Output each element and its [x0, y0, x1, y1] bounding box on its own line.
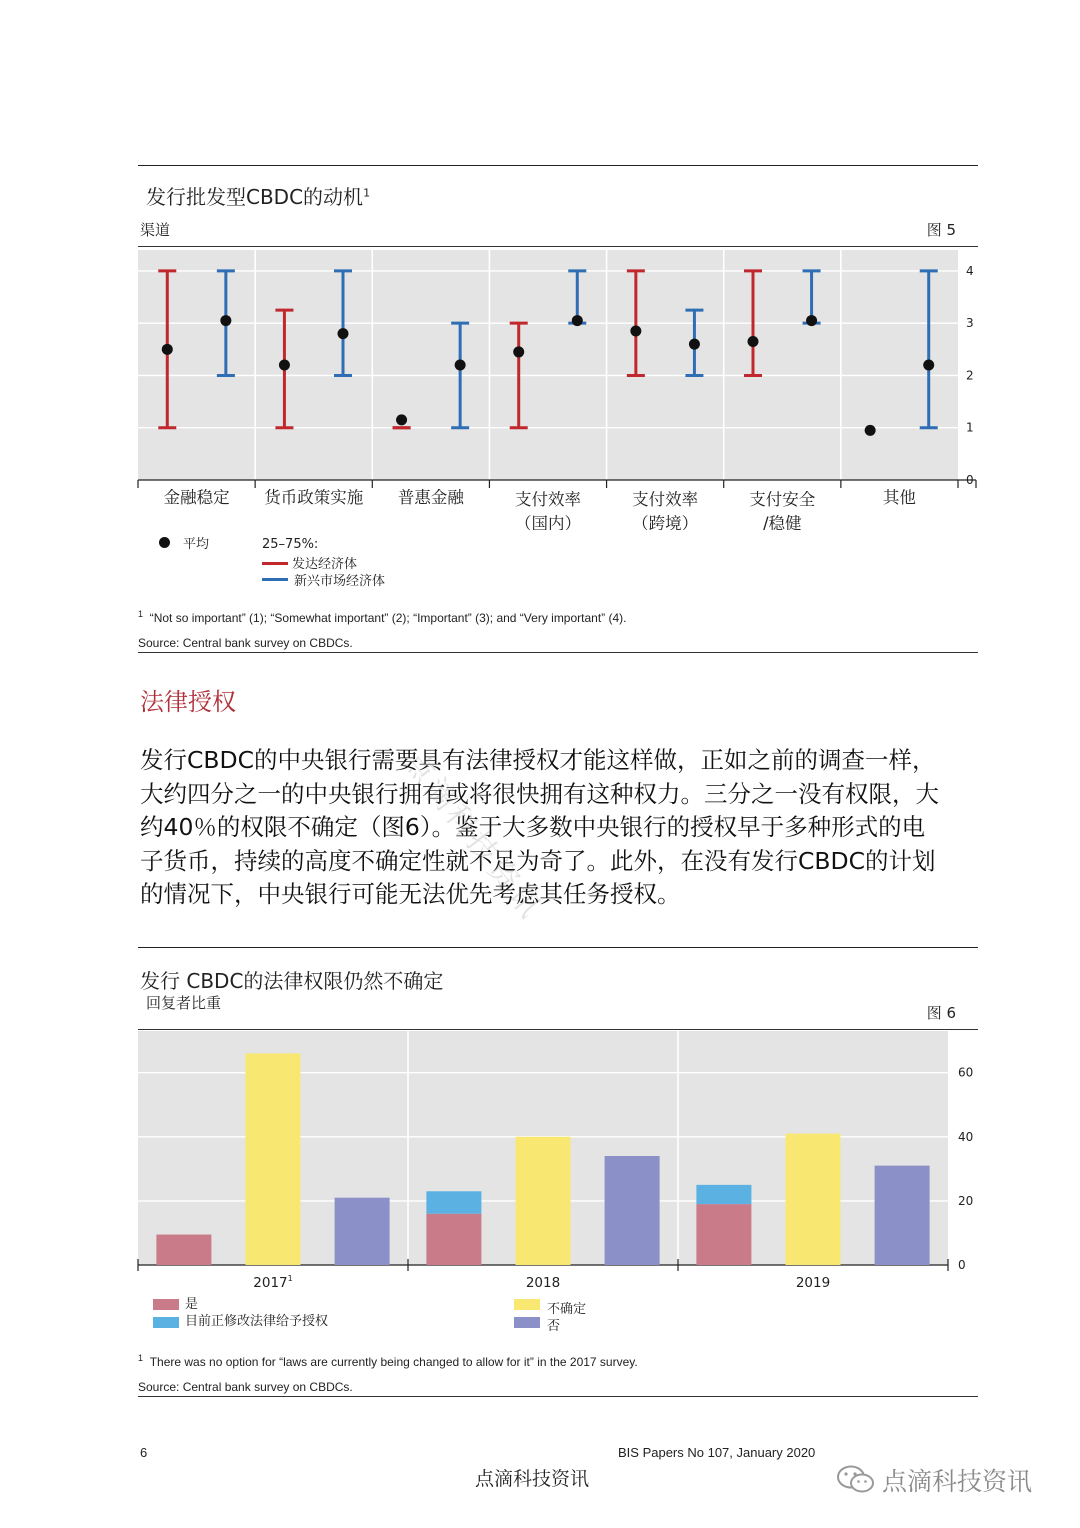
mean-point — [806, 315, 817, 326]
paragraph-line: 的情况下，中央银行可能无法优先考虑其任务授权。 — [140, 880, 681, 908]
paragraph-line: 发行CBDC的中央银行需要具有法律授权才能这样做，正如之前的调查一样， — [140, 746, 936, 774]
figure6-top-rule — [138, 947, 978, 948]
y-tick-label: 0 — [958, 1258, 966, 1272]
mean-point — [455, 360, 466, 371]
bar — [335, 1198, 390, 1265]
bar — [516, 1137, 571, 1265]
y-tick-label: 1 — [966, 420, 974, 435]
x-tick-label: 普惠金融 — [397, 488, 464, 507]
figure6-chart — [0, 1015, 1080, 1295]
figure6-subtitle: 回复者比重 — [146, 994, 222, 1012]
x-tick-label: 2019 — [795, 1275, 831, 1291]
legend-yes-label: 是 — [185, 1297, 199, 1312]
figure5-footnote-marker: 1 — [138, 609, 144, 619]
legend-unsure-swatch — [514, 1299, 540, 1310]
bar-segment — [426, 1191, 481, 1213]
legend-advanced-label: 发达经济体 — [292, 557, 358, 572]
paragraph-line: 大约四分之一的中央银行拥有或将很快拥有这种权力。三分之一没有权限，大 — [140, 779, 939, 808]
figure6-footnote: $^1$ There was no option for “laws are currently being changed to allow for it” in the 2017 survey. — [138, 1353, 638, 1369]
y-tick-label: 2 — [966, 368, 974, 383]
bar — [786, 1134, 841, 1265]
mean-point — [279, 360, 290, 371]
y-tick-label: 4 — [966, 263, 974, 278]
legend-no-label: 否 — [547, 1319, 561, 1334]
wechat-label: 点滴科技资讯 — [882, 1467, 1033, 1496]
x-tick-label: 其他 — [882, 488, 916, 507]
figure6-source: Source: Central bank survey on CBDCs. — [138, 1380, 353, 1394]
x-tick-label: 2018 — [525, 1275, 561, 1291]
figure6-label: 图 6 — [926, 1004, 956, 1022]
figure5-title: 发行批发型CBDC的动机$^1$ — [146, 185, 371, 209]
legend-average-label: 平均 — [183, 537, 210, 552]
figure5-subtitle: 渠道 — [140, 221, 171, 239]
legend-emerging-line — [262, 578, 288, 581]
x-tick-label: 支付效率 — [632, 490, 699, 509]
page-number: 6 — [140, 1445, 148, 1460]
y-tick-label: 60 — [958, 1065, 974, 1080]
x-tick-label: 支付安全 — [749, 490, 816, 509]
figure6-bottom-rule — [138, 1396, 978, 1397]
bar — [875, 1166, 930, 1265]
publication-info: BIS Papers No 107, January 2020 — [618, 1445, 816, 1460]
paragraph-line: 子货币，持续的高度不确定性就不足为奇了。此外，在没有发行CBDC的计划 — [140, 846, 936, 875]
figure5-label: 图 5 — [926, 221, 956, 239]
bar-segment — [426, 1214, 481, 1265]
mean-point — [748, 336, 759, 347]
figure5-source: Source: Central bank survey on CBDCs. — [138, 636, 353, 650]
legend-range-label: 25–75%: — [262, 537, 319, 552]
mean-point — [338, 328, 349, 339]
y-tick-label: 3 — [966, 316, 974, 331]
mean-point — [513, 346, 524, 357]
section-heading: 法律授权 — [140, 688, 236, 716]
bar-segment — [696, 1185, 751, 1204]
plot-background — [138, 250, 958, 480]
legend-yes-swatch — [153, 1299, 179, 1310]
legend-no-swatch — [514, 1317, 540, 1328]
legend-changing-swatch — [153, 1317, 179, 1328]
x-tick-label: 支付效率 — [515, 490, 581, 509]
bar-segment — [156, 1235, 211, 1265]
figure5-bottom-rule — [138, 652, 978, 653]
legend-emerging-label: 新兴市场经济体 — [294, 574, 386, 589]
bar — [246, 1053, 301, 1265]
y-tick-label: 40 — [958, 1129, 974, 1144]
figure6-footnote-marker: 1 — [138, 1353, 144, 1363]
mean-point — [220, 315, 231, 326]
legend-changing-label: 目前正修改法律给予授权 — [185, 1314, 329, 1329]
footer-caption: 点滴科技资讯 — [475, 1468, 590, 1490]
figure5-top-rule — [138, 165, 978, 166]
legend-advanced-line — [262, 562, 288, 565]
figure5-chart — [0, 230, 1080, 530]
x-tick-label: 货币政策实施 — [264, 488, 364, 507]
x-tick-label: /稳健 — [763, 514, 802, 530]
mean-point — [865, 425, 876, 436]
legend-average-dot — [159, 537, 170, 548]
mean-point — [572, 315, 583, 326]
legend-unsure-label: 不确定 — [547, 1302, 587, 1317]
figure5-title-note: 1 — [363, 186, 371, 200]
y-tick-label: 0 — [966, 473, 974, 487]
section-paragraph — [140, 744, 1010, 912]
figure5-footnote: $^1$ “Not so important” (1); “Somewhat important” (2); “Important” (3); and “Very important” (4). — [138, 609, 627, 625]
x-tick-label: 2017$^1$ — [253, 1274, 293, 1291]
mean-point — [689, 339, 700, 350]
mean-point — [396, 414, 407, 425]
bar-segment — [696, 1204, 751, 1265]
watermark: 点滴科技资讯 — [396, 744, 550, 928]
paragraph-line: 约40％的权限不确定（图6）。鉴于大多数中央银行的授权早于多种形式的电 — [140, 813, 926, 841]
bar — [605, 1156, 660, 1265]
mean-point — [630, 326, 641, 337]
figure6-title: 发行 CBDC的法律权限仍然不确定 — [140, 969, 444, 993]
x-tick-label: （跨境） — [632, 514, 699, 530]
mean-point — [162, 344, 173, 355]
y-tick-label: 20 — [958, 1193, 974, 1208]
mean-point — [923, 360, 934, 371]
x-tick-label: 金融稳定 — [163, 488, 230, 507]
wechat-icon — [836, 1464, 876, 1496]
x-tick-label: （国内） — [515, 514, 581, 530]
